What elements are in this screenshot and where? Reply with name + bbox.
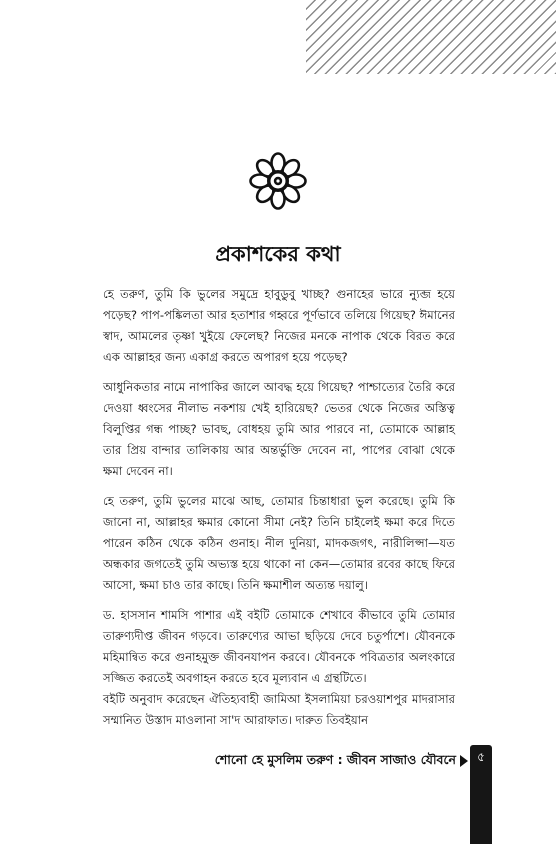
triangle-marker-icon: [460, 755, 468, 767]
paragraph: হে তরুণ, তুমি কি ভুলের সমুদ্রে হাবুডুবু খাচ্ছ? গুনাহের ভারে ন্যুব্জ হয়ে পড়েছ? পাপ-পঙ্কিলতা আর হতাশার গহ্বরে পূর্ণভাবে তলিয়ে গিয়েছ? ঈমানের স্বাদ, আমলের তৃষ্ণা খুইয়ে ফেলেছ? নিজের মনকে নাপাক থেকে বিরত করে এক আল্লাহর জন্য একাগ্র করতে অপারগ হয়ে পড়েছ?: [103, 287, 455, 364]
paragraph: হে তরুণ, তুমি ভুলের মাঝে আছ, তোমার চিন্তাধারা ভুল করেছে। তুমি কি জানো না, আল্লাহর ক্ষমার কোনো সীমা নেই? তিনি চাইলেই ক্ষমা করে দিতে পারেন কঠিন থেকে কঠিন গুনাহ। নীল দুনিয়া, মাদকজগৎ, নারীলিপ্সা—যত অন্ধকার জগতেই তুমি অভ্যস্ত হয়ে থাকো না কেন—তোমার রবের কাছে ফিরে আসো, ক্ষমা চাও তার কাছে। তিনি ক্ষমাশীল অত্যন্ত দয়ালু।: [103, 494, 455, 592]
corner-hatch-decoration: [306, 0, 556, 74]
paragraph: আধুনিকতার নামে নাপাকির জালে আবদ্ধ হয়ে গিয়েছ? পাশ্চাত্যের তৈরি করে দেওয়া ধ্বংসের নীলাভ নকশায় খেই হারিয়েছ? ভেতর থেকে নিজের অস্তিত্ব বিলুপ্তির গন্ধ পাচ্ছ? ভাবছ, বোধহয় তুমি আর পারবে না, তোমাকে আল্লাহ তার প্রিয় বান্দার তালিকায় আর অন্তর্ভুক্তি দেবেন না, পাপের বোঝা থেকে ক্ষমা দেবেন না।: [103, 380, 455, 478]
flower-ornament-icon: [248, 151, 308, 211]
page-title: প্রকাশকের কথা: [215, 242, 341, 266]
paragraph: ড. হাসসান শামসি পাশার এই বইটি তোমাকে শেখাবে কীভাবে তুমি তোমার তারুণ্যদীপ্ত জীবন গড়বে। তারুণ্যের আভা ছড়িয়ে দেবে চতুর্পাশে। যৌবনকে মহিমান্বিত করে গুনাহমুক্ত জীবনযাপন করবে। যৌবনকে পবিত্রতার অলংকারে সজ্জিত করতেই অবগাহন করতে হবে মূল্যবান এ গ্রন্থটিতে।: [103, 608, 455, 685]
body-text: [103, 284, 455, 731]
running-footer-title: শোনো হে মুসলিম তরুণ : জীবন সাজাও যৌবনে: [214, 752, 456, 767]
page-number: ৫: [477, 750, 485, 764]
paragraph: বইটি অনুবাদ করেছেন ঐতিহ্যবাহী জামিআ ইসলামিয়া চরওয়াশপুর মাদরাসার সম্মানিত উস্তাদ মাওলানা সা'দ আরাফাত। দারুত তিবইয়ান: [103, 692, 455, 727]
page-number-tab: [470, 745, 492, 844]
